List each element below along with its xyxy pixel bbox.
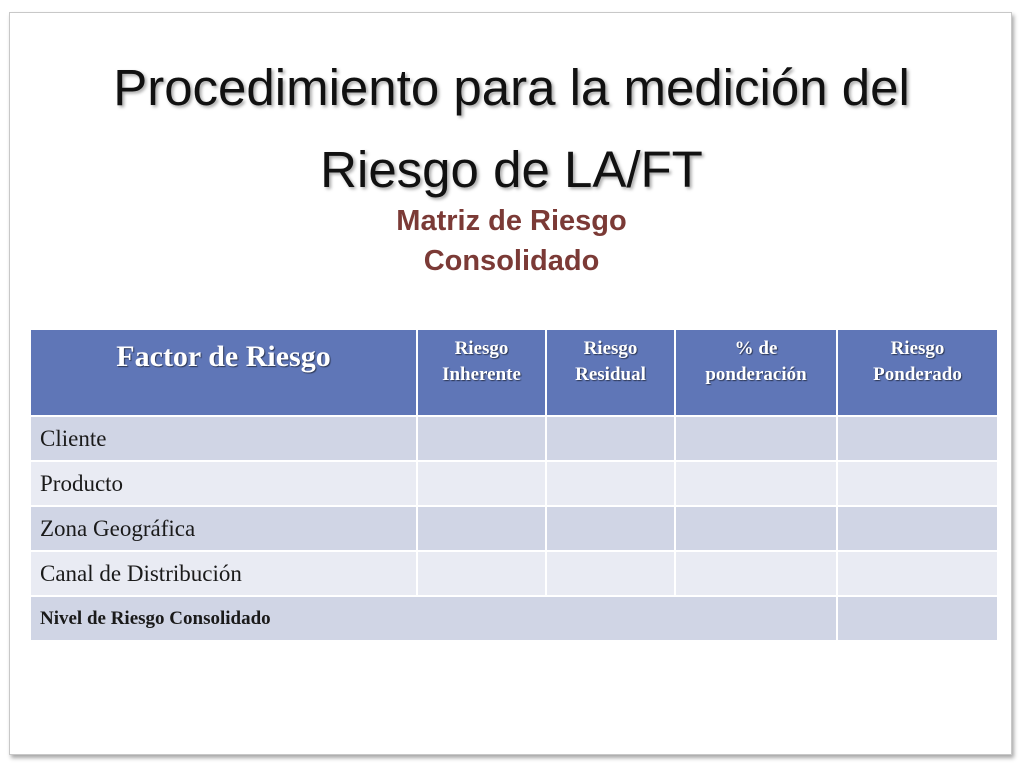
- riesgo-ponderado-cell: [837, 416, 998, 461]
- slide-subtitle-line-1: Matriz de Riesgo: [396, 205, 627, 237]
- header-riesgo-inherente-line-2: Inherente: [442, 364, 521, 385]
- total-row: [30, 596, 998, 641]
- header-riesgo-inherente: [417, 329, 546, 416]
- ponderacion-cell: [675, 506, 837, 551]
- header-riesgo-ponderado-line-1: Riesgo: [890, 338, 945, 359]
- riesgo-ponderado-cell: [837, 506, 998, 551]
- slide-title-line-2: Riesgo de LA/FT: [320, 141, 703, 198]
- header-ponderacion-line-2: ponderación: [705, 364, 807, 385]
- riesgo-residual-cell: [546, 461, 675, 506]
- row-factor-cell: Cliente: [30, 416, 417, 461]
- riesgo-ponderado-cell: [837, 551, 998, 596]
- header-riesgo-residual-line-1: Riesgo: [583, 338, 638, 359]
- total-label-cell: Nivel de Riesgo Consolidado: [30, 596, 837, 641]
- table-row: [30, 551, 998, 596]
- slide-subtitle: [10, 201, 1013, 281]
- header-factor-de-riesgo: Factor de Riesgo: [30, 329, 417, 416]
- riesgo-inherente-cell: [417, 461, 546, 506]
- riesgo-inherente-cell: [417, 506, 546, 551]
- header-riesgo-residual-line-2: Residual: [575, 364, 646, 385]
- table-row: [30, 506, 998, 551]
- riesgo-residual-cell: [546, 506, 675, 551]
- riesgo-residual-cell: [546, 416, 675, 461]
- riesgo-residual-cell: [546, 551, 675, 596]
- row-factor-cell: Canal de Distribución: [30, 551, 417, 596]
- riesgo-ponderado-cell: [837, 461, 998, 506]
- table-row: [30, 461, 998, 506]
- header-ponderacion: [675, 329, 837, 416]
- riesgo-inherente-cell: [417, 551, 546, 596]
- riesgo-inherente-cell: [417, 416, 546, 461]
- slide-subtitle-line-2: Consolidado: [423, 245, 600, 277]
- header-riesgo-inherente-line-1: Riesgo: [454, 338, 509, 359]
- header-riesgo-residual: [546, 329, 675, 416]
- total-value-cell: [837, 596, 998, 641]
- slide: [9, 12, 1012, 755]
- header-ponderacion-line-1: % de: [734, 338, 778, 359]
- ponderacion-cell: [675, 551, 837, 596]
- ponderacion-cell: [675, 416, 837, 461]
- table-header-row: [30, 329, 998, 416]
- row-factor-cell: Producto: [30, 461, 417, 506]
- table-row: [30, 416, 998, 461]
- row-factor-cell: Zona Geográfica: [30, 506, 417, 551]
- ponderacion-cell: [675, 461, 837, 506]
- slide-title: [10, 47, 1013, 211]
- risk-matrix-table: [29, 328, 999, 642]
- header-riesgo-ponderado-line-2: Ponderado: [873, 364, 962, 385]
- header-riesgo-ponderado: [837, 329, 998, 416]
- slide-title-line-1: Procedimiento para la medición del: [113, 59, 910, 116]
